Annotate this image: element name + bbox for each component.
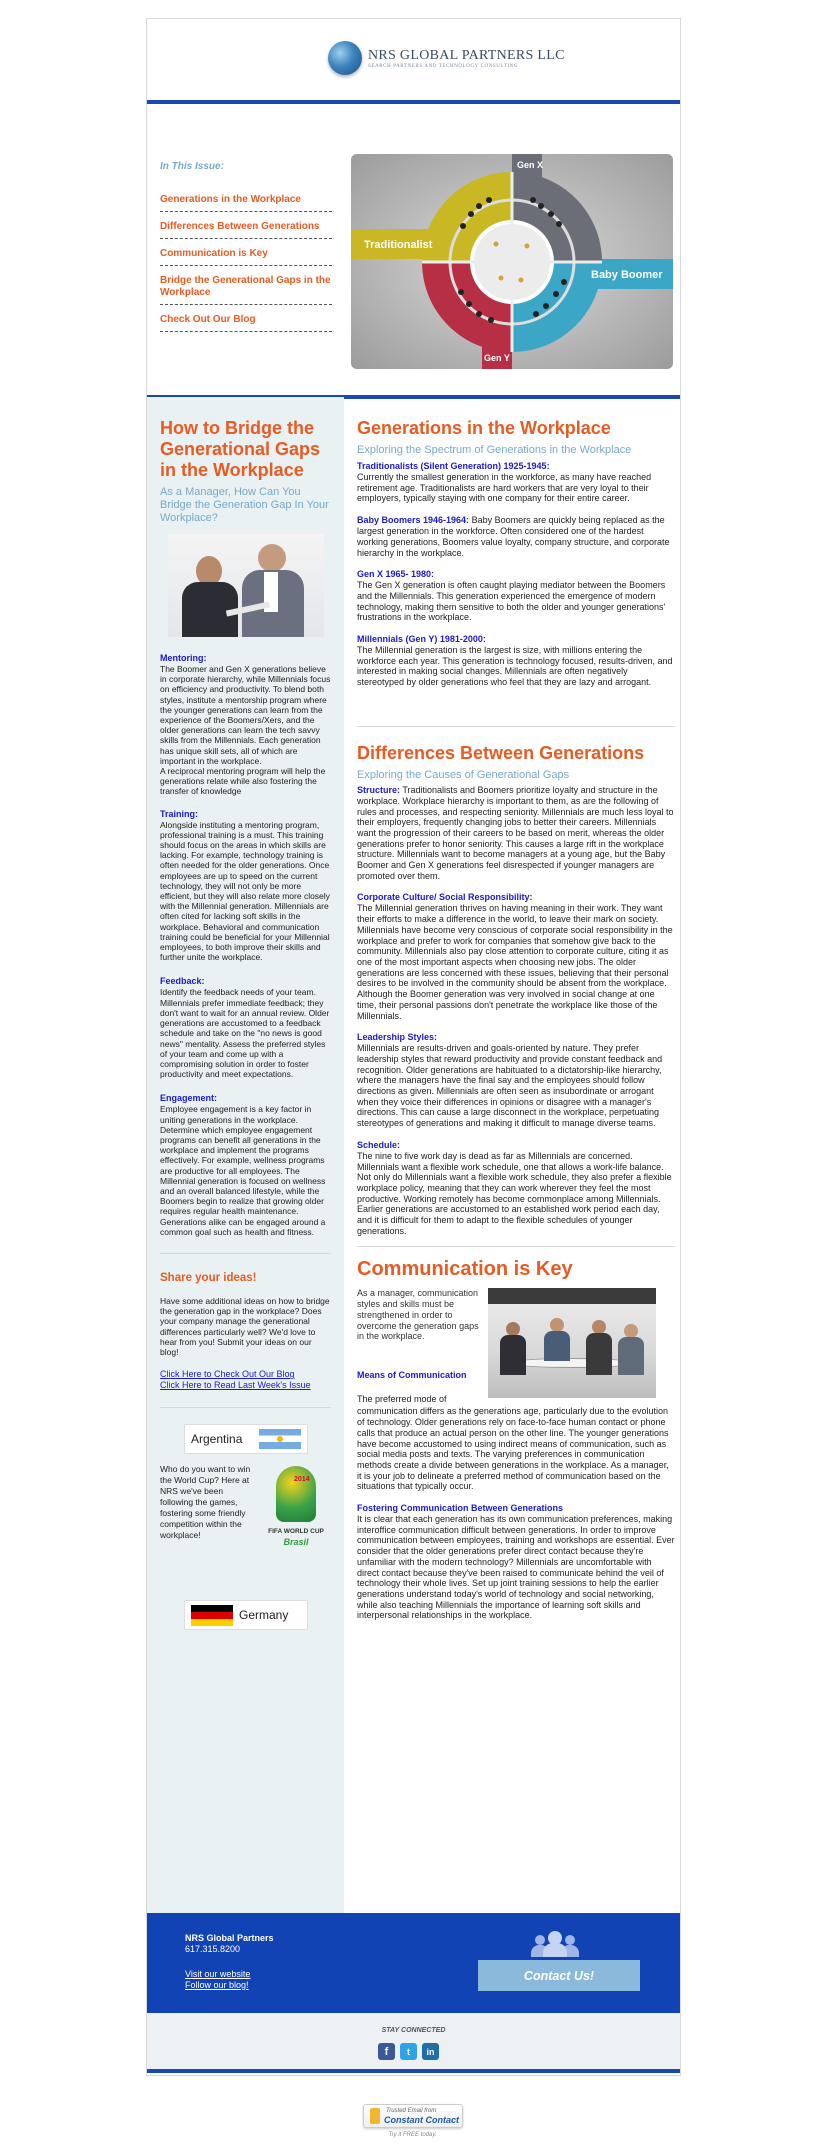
sidebar-title: How to Bridge the Generational Gaps in the Workplace bbox=[160, 418, 321, 480]
traditionalists-label: Traditionalists (Silent Generation) 1925-1945: bbox=[357, 461, 550, 471]
fifa-worldcup-logo bbox=[260, 1466, 332, 1562]
training-text: Alongside instituting a mentoring program, professional training is a must. This training should focus on the areas in which skills are lacking. For example, technology training is often needed for the older generations. Once employees are up to speed on the current technology, they will not only be more efficient, but they will also relate more closely with the Millennial generation. Millennials are often cited for lacking soft skills in the workplace. Behavioral and communication training could be beneficial for your Millennial employees, to both improve their skills and further unite the workplace. bbox=[160, 819, 330, 963]
communication-title: Communication is Key bbox=[357, 1258, 573, 1281]
main-content bbox=[357, 397, 675, 1621]
means-text: communication differs as the generations age, particularly due to the evolution of technology. Older generations rely on face-to-face human contact or phone calls that produce an actual person on the other line. The younger generations have become accustomed to using indirect means of communication, such as social media posts and texts. The varying preferences in communication methods create a divide between generations in the workplace. As a manager, it is your job to delineate a preferred method of communication based on the situations that typically occur. bbox=[357, 1406, 669, 1492]
engagement-text: Employee engagement is a key factor in uniting generations in the workplace. Determine which employee engagement programs can benefit all generations in the workplace and implement the programs effectively. For example, wellness programs are productive for all employees. The Millennial generation is focused on wellness and an overall balanced lifestyle, while the Boomers begin to realize that growing older requires regular health maintenance. Generations alike can be engaged around a common goal such as health and fitness. bbox=[160, 1104, 326, 1237]
means-text-start: The preferred mode of bbox=[357, 1394, 447, 1405]
newsletter-frame bbox=[146, 18, 681, 2076]
feedback-label: Feedback: bbox=[160, 976, 205, 987]
toc-link-differences[interactable]: Differences Between Generations bbox=[160, 218, 332, 239]
leadership-text: Millennials are results-driven and goals-oriented by nature. They prefer leadership styles that reward productivity and provide constant feedback and recognition. Older generations are habituated to a dictatorship-like hierarchy, where the managers have the final say and the employees should follow directions as given. Millennials are often seen as insubordinate or arrogant when they voice their differences in opinions or disagree with a manager's directions. This can cause a large disconnect in the workplace, perpetuating stereotypes of generations and making it difficult to manage diverse teams. bbox=[357, 1043, 663, 1129]
follow-blog-link[interactable]: Follow our blog! bbox=[185, 1980, 249, 1990]
fifa-line1: FIFA WORLD CUP bbox=[268, 1528, 324, 1536]
traditionalists-text: Currently the smallest generation in the workforce, as many have reached retirement age. Traditionalists are hard workers that are very loyal to their employers, typically staying with one company for their entire career. bbox=[357, 472, 652, 504]
hero-label-traditionalist: Traditionalist bbox=[364, 239, 433, 251]
engagement-label: Engagement: bbox=[160, 1093, 218, 1104]
share-title: Share your ideas! bbox=[160, 1271, 257, 1284]
last-issue-link[interactable]: Click Here to Read Last Week's Issue bbox=[160, 1380, 311, 1391]
share-text: Have some additional ideas on how to bridge the generation gap in the workplace? Does your company manage the generational differences particularly well? We'd love to hear from you! Submit your ideas on our blog! bbox=[160, 1295, 330, 1357]
training-label: Training: bbox=[160, 808, 198, 819]
fostering-text: It is clear that each generation has its own communication preferences, making interoffice communication difficult between generations. In order to improve communication between employees, training and workshops are essential. Ever consider that the older generations prefer direct contact because they're unfamiliar with the modern technology? Millennials are uncomfortable with direct contact because they've been raised to communicate behind the veil of technology their whole lives. Set up joint training sessions to help the earlier generations understand today's world of technology and social networking, while also teaching Millennials the importance of learning soft skills and interpersonal relationships in the workplace. bbox=[357, 1514, 675, 1621]
culture-text: The Millennial generation thrives on having meaning in their work. They want their efforts to make a difference in the world, to leave their mark on society. Millennials have become very conscious of corporate social responsibility in the workplace and prefer to work for companies that somehow give back to the community. Millennials also pay close attention to corporate culture, citing it as one of the most important aspects when choosing new jobs. The older generations are less concerned with these issues, believing that their personal desires to be involved in the community should be absent from the workplace. Although the Boomer generation was very involved in social change at one time, their personal passions don't penetrate the workplace like those of the Millennials. bbox=[357, 903, 673, 1021]
blog-link[interactable]: Click Here to Check Out Our Blog bbox=[160, 1369, 295, 1380]
stay-connected-label: STAY CONNECTED bbox=[381, 2027, 446, 2034]
structure-text: Traditionalists and Boomers prioritize loyalty and structure in the workplace. Workplace hierarchy is important to them, as are the following of rules and processes, and respecting seniority. Millennials are much less loyal to their employers, frequently changing jobs to better their careers. Millennials want the progression of their careers to be based on merit, whereas the older generations prefer to honor seniority. This causes a large rift in the workplace structure. Millennials want to become managers at a young age, but the Baby Boomer and Gen X generations feel disrespected if younger managers are promoted over them. bbox=[357, 784, 674, 881]
footer-phone: 617.315.8200 bbox=[185, 1944, 241, 1954]
meeting-photo bbox=[488, 1288, 656, 1398]
argentina-box bbox=[184, 1424, 308, 1454]
mentoring-label: Mentoring: bbox=[160, 653, 207, 663]
sidebar-subtitle: As a Manager, How Can You Bridge the Generation Gap In Your Workplace? bbox=[160, 486, 329, 524]
boomers-label: Baby Boomers 1946-1964: bbox=[357, 515, 470, 526]
generations-title: Generations in the Workplace bbox=[357, 418, 611, 438]
company-name: NRS GLOBAL PARTNERS LLC bbox=[368, 47, 565, 63]
differences-title: Differences Between Generations bbox=[357, 742, 645, 763]
genx-label: Gen X 1965- 1980: bbox=[357, 569, 435, 580]
generations-subtitle: Exploring the Spectrum of Generations in the Workplace bbox=[357, 444, 632, 456]
fostering-label: Fostering Communication Between Generations bbox=[357, 1503, 564, 1514]
worldcup-text: Who do you want to win the World Cup? Here at NRS we've been following the games, fostering some friendly competition within the workplace! bbox=[160, 1464, 251, 1541]
mentoring-text-2: A reciprocal mentoring program will help the generations relate while also fostering the transfer of knowledge bbox=[160, 766, 326, 797]
sidebar bbox=[147, 397, 344, 1913]
millennials-text: The Millennial generation is the largest is size, with millions entering the workforce each year. This generation is technology focused, results-driven, and interested in making social changes. Millennials are often negatively stereotyped by older generations who feel that they are lazy and arrogant. bbox=[357, 645, 673, 688]
people-icon bbox=[531, 1931, 579, 1957]
hero-label-genx: Gen X bbox=[517, 160, 544, 170]
issue-title: In This Issue: bbox=[160, 161, 224, 172]
facebook-icon[interactable]: f bbox=[378, 2043, 395, 2060]
constant-contact-badge[interactable] bbox=[363, 2104, 463, 2128]
hero-label-geny: Gen Y bbox=[484, 353, 510, 363]
hero-label-boomer: Baby Boomer bbox=[591, 269, 663, 281]
globe-icon bbox=[328, 41, 362, 75]
toc-link-communication[interactable]: Communication is Key bbox=[160, 245, 332, 266]
argentina-flag-icon bbox=[259, 1429, 301, 1449]
argentina-label: Argentina bbox=[191, 1432, 243, 1447]
toc-link-blog[interactable]: Check Out Our Blog bbox=[160, 311, 332, 332]
fifa-line2: Brasil bbox=[283, 1537, 309, 1548]
communication-intro: As a manager, communication styles and skills must be strengthened in order to overcome the generation gaps in the workplace. bbox=[357, 1288, 479, 1342]
genx-text: The Gen X generation is often caught playing mediator between the Boomers and the Millennials. This generation experienced the emergence of modern technology, making them sensitive to both the older and younger generations' frustrations in the workplace. bbox=[357, 580, 666, 623]
badge-try[interactable]: Try it FREE today. bbox=[388, 2132, 437, 2138]
generations-hero-image bbox=[351, 154, 673, 369]
germany-flag-icon bbox=[191, 1605, 233, 1626]
website-link[interactable]: Visit our website bbox=[185, 1969, 251, 1979]
germany-label: Germany bbox=[239, 1608, 289, 1623]
badge-line2: Constant Contact bbox=[384, 2115, 459, 2125]
stay-connected bbox=[147, 2013, 680, 2073]
means-label: Means of Communication bbox=[357, 1370, 467, 1381]
header bbox=[147, 19, 680, 104]
germany-box bbox=[184, 1600, 308, 1630]
logo[interactable] bbox=[328, 41, 565, 75]
structure-label: Structure: bbox=[357, 784, 401, 795]
schedule-text: The nine to five work day is dead as far as Millennials are concerned. Millennials want a flexible work schedule, one that allows a work-life balance. Not only do Millennials want a flexible work schedule, they also prefer a flexible workplace policy, meaning that they can work wherever they feel the most productive. Working remotely has become commonplace among Millennials. Earlier generations are accustomed to an established work period each day, and it is difficult for them to adapt to the flexible schedules of younger generations. bbox=[357, 1150, 672, 1236]
leadership-label: Leadership Styles: bbox=[357, 1032, 438, 1043]
culture-label: Corporate Culture/ Social Responsibility: bbox=[357, 892, 533, 903]
toc-link-generations[interactable]: Generations in the Workplace bbox=[160, 191, 332, 212]
mentoring-photo bbox=[168, 534, 324, 637]
mentoring-text: The Boomer and Gen X generations believe in corporate hierarchy, while Millennials focus on efficiency and productivity. To blend both styles, institute a mentorship program where the younger generations can learn from the experience of the Boomers/Xers, and the older generations can learn the tech savvy skills from the Millennials. Each generation has unique skill sets, all of which are important in the workplace. bbox=[160, 664, 331, 766]
boomers-text: Baby Boomers are quickly being replaced as the largest generation in the workforce. Often considered one of the hardest working generations, Boomers value loyalty, company structure, and corporate hierarchy in the workplace. bbox=[357, 515, 670, 558]
fifa-year: 2014 bbox=[294, 1476, 310, 1484]
millennials-label: Millennials (Gen Y) 1981-2000: bbox=[357, 634, 486, 645]
contact-us-button[interactable] bbox=[478, 1960, 640, 1991]
company-tagline: SEARCH PARTNERS AND TECHNOLOGY CONSULTING bbox=[368, 63, 519, 69]
schedule-label: Schedule: bbox=[357, 1139, 401, 1150]
footer-company: NRS Global Partners bbox=[185, 1933, 274, 1943]
feedback-text: Identify the feedback needs of your team. Millennials prefer immediate feedback; they don't want to wait for an annual review. Older generations are accustomed to a feedback schedule and take on the "no news is good news" mentality. Assess the preferred styles of your team and come up with a compromising solution in order to foster productivity and meet expectations. bbox=[160, 987, 330, 1080]
contact-bar bbox=[147, 1913, 680, 2013]
badge-line1: Trusted Email from bbox=[386, 2108, 437, 2114]
contact-us-label: Contact Us! bbox=[523, 1968, 595, 1983]
table-of-contents bbox=[160, 191, 332, 338]
issue-section bbox=[147, 108, 680, 399]
differences-subtitle: Exploring the Causes of Generational Gaps bbox=[357, 768, 570, 781]
twitter-icon[interactable]: t bbox=[400, 2043, 417, 2060]
linkedin-icon[interactable]: in bbox=[422, 2043, 439, 2060]
toc-link-bridge[interactable]: Bridge the Generational Gaps in the Workplace bbox=[160, 272, 332, 305]
